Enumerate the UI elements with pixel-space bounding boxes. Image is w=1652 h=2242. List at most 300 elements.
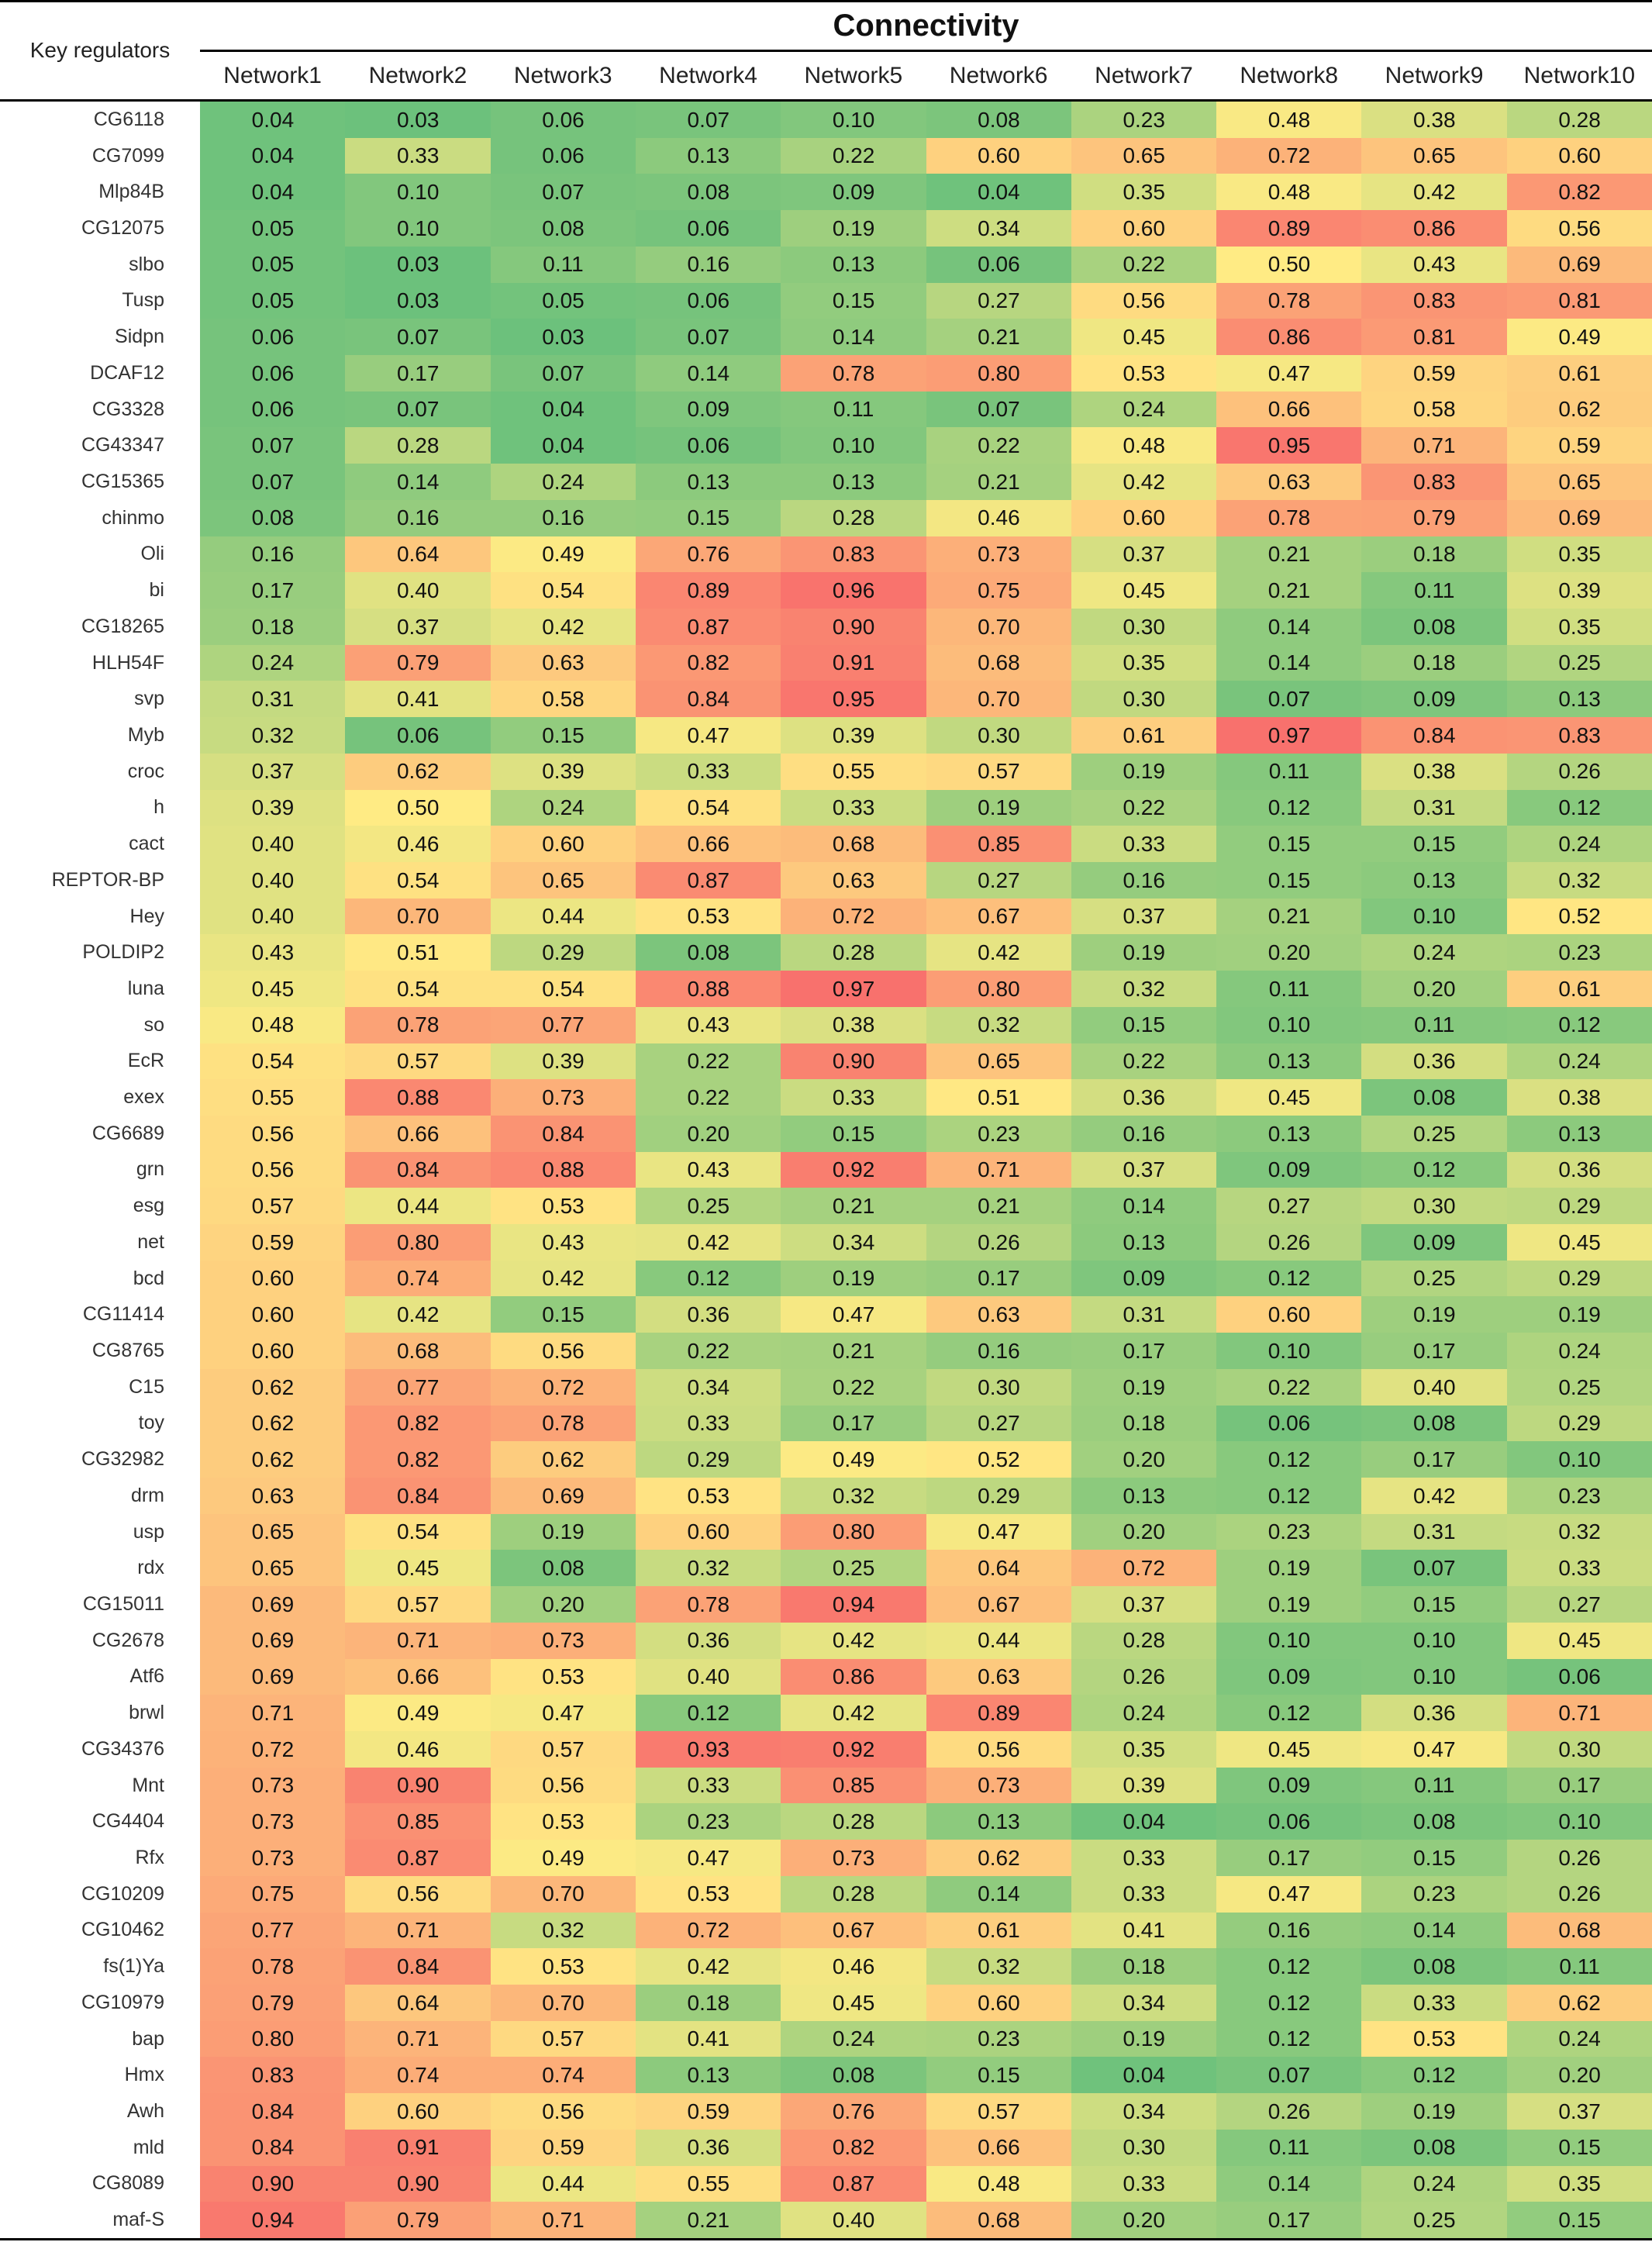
heatmap-cell: 0.19 bbox=[1071, 1369, 1217, 1406]
heatmap-cell: 0.19 bbox=[1071, 754, 1217, 790]
heatmap-cell: 0.35 bbox=[1507, 609, 1652, 645]
heatmap-cell: 0.25 bbox=[1361, 1261, 1507, 1297]
heatmap-cell: 0.17 bbox=[1361, 1441, 1507, 1478]
heatmap-cell: 0.79 bbox=[345, 645, 491, 681]
heatmap-cell: 0.15 bbox=[1361, 1586, 1507, 1623]
heatmap-cell: 0.21 bbox=[1216, 536, 1362, 573]
heatmap-cell: 0.47 bbox=[781, 1296, 926, 1333]
heatmap-cell: 0.44 bbox=[345, 1188, 491, 1224]
heatmap-cell: 0.15 bbox=[1507, 2202, 1652, 2238]
heatmap-cell: 0.43 bbox=[636, 1152, 781, 1188]
heatmap-cell: 0.10 bbox=[1216, 1623, 1362, 1659]
row-label: HLH54F bbox=[91, 651, 164, 674]
heatmap-cell: 0.26 bbox=[1507, 1840, 1652, 1876]
heatmap-cell: 0.38 bbox=[781, 1007, 926, 1043]
heatmap-cell: 0.23 bbox=[926, 1116, 1072, 1152]
heatmap-cell: 0.24 bbox=[1507, 1333, 1652, 1369]
heatmap-cell: 0.06 bbox=[1216, 1406, 1362, 1442]
heatmap-cell: 0.04 bbox=[200, 174, 346, 210]
heatmap-cell: 0.21 bbox=[926, 1188, 1072, 1224]
heatmap-cell: 0.07 bbox=[636, 102, 781, 138]
heatmap-cell: 0.19 bbox=[1216, 1586, 1362, 1623]
heatmap-cell: 0.17 bbox=[1216, 2202, 1362, 2238]
row-label: DCAF12 bbox=[90, 361, 164, 384]
heatmap-cell: 0.40 bbox=[200, 862, 346, 899]
row-label: fs(1)Ya bbox=[103, 1955, 164, 1978]
heatmap-cell: 0.14 bbox=[345, 464, 491, 500]
heatmap-cell: 0.22 bbox=[1216, 1369, 1362, 1406]
heatmap-cell: 0.64 bbox=[345, 536, 491, 573]
heatmap-cell: 0.13 bbox=[926, 1803, 1072, 1840]
heatmap-cell: 0.04 bbox=[491, 427, 636, 464]
heatmap-cell: 0.45 bbox=[200, 971, 346, 1007]
heatmap-cell: 0.78 bbox=[781, 355, 926, 391]
heatmap-cell: 0.33 bbox=[636, 754, 781, 790]
heatmap-cell: 0.22 bbox=[1071, 1043, 1217, 1080]
heatmap-cell: 0.62 bbox=[1507, 1985, 1652, 2021]
heatmap-cell: 0.24 bbox=[1507, 2021, 1652, 2057]
heatmap-cell: 0.62 bbox=[926, 1840, 1072, 1876]
heatmap-cell: 0.68 bbox=[926, 2202, 1072, 2238]
heatmap-cell: 0.18 bbox=[636, 1985, 781, 2021]
heatmap-cell: 0.54 bbox=[345, 971, 491, 1007]
heatmap-cell: 0.84 bbox=[1361, 717, 1507, 754]
heatmap-cell: 0.55 bbox=[636, 2166, 781, 2202]
row-label: CG4404 bbox=[91, 1810, 164, 1833]
heatmap-cell: 0.06 bbox=[200, 355, 346, 391]
heatmap-cell: 0.84 bbox=[345, 1948, 491, 1985]
heatmap-cell: 0.13 bbox=[1507, 1116, 1652, 1152]
heatmap-cell: 0.54 bbox=[491, 971, 636, 1007]
heatmap-cell: 0.04 bbox=[200, 102, 346, 138]
heatmap-cell: 0.14 bbox=[781, 319, 926, 355]
heatmap-cell: 0.09 bbox=[1071, 1261, 1217, 1297]
row-label: CG8765 bbox=[91, 1340, 164, 1362]
heatmap-cell: 0.13 bbox=[781, 464, 926, 500]
heatmap-cell: 0.42 bbox=[781, 1695, 926, 1731]
heatmap-cell: 0.93 bbox=[636, 1731, 781, 1768]
heatmap-cell: 0.50 bbox=[345, 790, 491, 826]
heatmap-cell: 0.48 bbox=[1071, 427, 1217, 464]
row-label: C15 bbox=[129, 1375, 164, 1398]
heatmap-cell: 0.34 bbox=[1071, 1985, 1217, 2021]
heatmap-cell: 0.36 bbox=[636, 1296, 781, 1333]
heatmap-cell: 0.22 bbox=[926, 427, 1072, 464]
row-label: CG43347 bbox=[81, 434, 164, 457]
heatmap-cell: 0.32 bbox=[200, 717, 346, 754]
heatmap-cell: 0.17 bbox=[1071, 1333, 1217, 1369]
heatmap-cell: 0.15 bbox=[781, 1116, 926, 1152]
heatmap-cell: 0.83 bbox=[1507, 717, 1652, 754]
row-label: luna bbox=[127, 977, 164, 999]
heatmap-cell: 0.90 bbox=[781, 609, 926, 645]
heatmap-cell: 0.11 bbox=[1216, 754, 1362, 790]
heatmap-cell: 0.80 bbox=[345, 1224, 491, 1261]
heatmap-cell: 0.17 bbox=[1216, 1840, 1362, 1876]
heatmap-cell: 0.07 bbox=[636, 319, 781, 355]
heatmap-cell: 0.10 bbox=[1361, 1623, 1507, 1659]
heatmap-cell: 0.38 bbox=[1361, 754, 1507, 790]
heatmap-cell: 0.34 bbox=[1071, 2093, 1217, 2130]
heatmap-cell: 0.13 bbox=[636, 464, 781, 500]
heatmap-cell: 0.15 bbox=[1216, 826, 1362, 862]
heatmap-cell: 0.09 bbox=[781, 174, 926, 210]
heatmap-cell: 0.65 bbox=[1361, 138, 1507, 174]
heatmap-cell: 0.27 bbox=[926, 1406, 1072, 1442]
heatmap-cell: 0.28 bbox=[1507, 102, 1652, 138]
heatmap-cell: 0.60 bbox=[926, 1985, 1072, 2021]
heatmap-cell: 0.33 bbox=[1071, 1876, 1217, 1913]
row-label: REPTOR-BP bbox=[51, 868, 164, 891]
heatmap-cell: 0.65 bbox=[1071, 138, 1217, 174]
heatmap-cell: 0.42 bbox=[345, 1296, 491, 1333]
heatmap-cell: 0.66 bbox=[345, 1659, 491, 1695]
heatmap-cell: 0.39 bbox=[1507, 572, 1652, 609]
heatmap-cell: 0.37 bbox=[1071, 899, 1217, 935]
heatmap-cell: 0.20 bbox=[1071, 1514, 1217, 1550]
heatmap-cell: 0.11 bbox=[1507, 1948, 1652, 1985]
heatmap-cell: 0.43 bbox=[200, 934, 346, 971]
heatmap-cell: 0.22 bbox=[781, 1369, 926, 1406]
heatmap-cell: 0.45 bbox=[345, 1550, 491, 1586]
heatmap-cell: 0.08 bbox=[491, 1550, 636, 1586]
heatmap-cell: 0.69 bbox=[491, 1478, 636, 1514]
heatmap-cell: 0.49 bbox=[491, 536, 636, 573]
heatmap-cell: 0.03 bbox=[345, 283, 491, 319]
row-label: usp bbox=[133, 1520, 164, 1543]
heatmap-cell: 0.09 bbox=[1216, 1152, 1362, 1188]
heatmap-cell: 0.53 bbox=[491, 1659, 636, 1695]
heatmap-cell: 0.53 bbox=[491, 1948, 636, 1985]
row-label: CG6118 bbox=[93, 108, 164, 130]
heatmap-cell: 0.27 bbox=[926, 862, 1072, 899]
heatmap-cell: 0.60 bbox=[1216, 1296, 1362, 1333]
heatmap-cell: 0.35 bbox=[1071, 174, 1217, 210]
column-header-network3: Network3 bbox=[513, 63, 612, 88]
heatmap-cell: 0.40 bbox=[200, 826, 346, 862]
heatmap-cell: 0.14 bbox=[636, 355, 781, 391]
heatmap-cell: 0.50 bbox=[1216, 247, 1362, 283]
heatmap-cell: 0.57 bbox=[200, 1188, 346, 1224]
row-label: CG10209 bbox=[81, 1882, 164, 1905]
heatmap-cell: 0.84 bbox=[345, 1152, 491, 1188]
heatmap-cell: 0.44 bbox=[491, 2166, 636, 2202]
heatmap-cell: 0.31 bbox=[1071, 1296, 1217, 1333]
row-label: Tusp bbox=[122, 289, 164, 312]
heatmap-cell: 0.16 bbox=[491, 500, 636, 536]
heatmap-cell: 0.54 bbox=[491, 572, 636, 609]
row-label: CG12075 bbox=[81, 216, 164, 239]
heatmap-cell: 0.62 bbox=[345, 754, 491, 790]
heatmap-cell: 0.71 bbox=[345, 1623, 491, 1659]
heatmap-cell: 0.64 bbox=[345, 1985, 491, 2021]
heatmap-cell: 0.69 bbox=[200, 1623, 346, 1659]
heatmap-cell: 0.80 bbox=[200, 2021, 346, 2057]
heatmap-cell: 0.59 bbox=[1361, 355, 1507, 391]
heatmap-cell: 0.61 bbox=[1071, 717, 1217, 754]
heatmap-cell: 0.27 bbox=[926, 283, 1072, 319]
heatmap-cell: 0.35 bbox=[1507, 536, 1652, 573]
heatmap-cell: 0.30 bbox=[926, 717, 1072, 754]
heatmap-cell: 0.30 bbox=[926, 1369, 1072, 1406]
heatmap-cell: 0.83 bbox=[781, 536, 926, 573]
heatmap-cell: 0.15 bbox=[491, 717, 636, 754]
heatmap-cell: 0.62 bbox=[200, 1369, 346, 1406]
row-label: CG10462 bbox=[81, 1919, 164, 1941]
heatmap-cell: 0.16 bbox=[926, 1333, 1072, 1369]
heatmap-cell: 0.57 bbox=[491, 2021, 636, 2057]
heatmap-cell: 0.53 bbox=[636, 1478, 781, 1514]
heatmap-cell: 0.21 bbox=[781, 1188, 926, 1224]
heatmap-cell: 0.30 bbox=[1507, 1731, 1652, 1768]
row-label: CG2678 bbox=[91, 1629, 164, 1651]
heatmap-cell: 0.44 bbox=[926, 1623, 1072, 1659]
heatmap-cell: 0.88 bbox=[636, 971, 781, 1007]
heatmap-cell: 0.81 bbox=[1361, 319, 1507, 355]
heatmap-cell: 0.12 bbox=[1216, 1478, 1362, 1514]
heatmap-cell: 0.67 bbox=[926, 899, 1072, 935]
heatmap-cell: 0.08 bbox=[636, 174, 781, 210]
heatmap-cell: 0.84 bbox=[491, 1116, 636, 1152]
heatmap-cell: 0.46 bbox=[781, 1948, 926, 1985]
heatmap-cell: 0.38 bbox=[1361, 102, 1507, 138]
heatmap-cell: 0.05 bbox=[200, 247, 346, 283]
heatmap-cell: 0.12 bbox=[1216, 1441, 1362, 1478]
heatmap-cell: 0.89 bbox=[926, 1695, 1072, 1731]
heatmap-cell: 0.60 bbox=[491, 826, 636, 862]
heatmap-cell: 0.03 bbox=[345, 247, 491, 283]
heatmap-cell: 0.03 bbox=[345, 102, 491, 138]
heatmap-cell: 0.60 bbox=[200, 1333, 346, 1369]
column-header-network2: Network2 bbox=[368, 63, 467, 88]
row-label: EcR bbox=[127, 1050, 164, 1072]
heatmap-cell: 0.24 bbox=[1071, 391, 1217, 428]
heatmap-cell: 0.24 bbox=[491, 790, 636, 826]
heatmap-cell: 0.09 bbox=[636, 391, 781, 428]
row-label: CG15011 bbox=[82, 1593, 164, 1616]
heatmap-cell: 0.82 bbox=[1507, 174, 1652, 210]
heatmap-cell: 0.37 bbox=[200, 754, 346, 790]
heatmap-cell: 0.11 bbox=[1361, 1768, 1507, 1804]
row-label: CG15365 bbox=[81, 470, 164, 492]
heatmap-cell: 0.92 bbox=[781, 1152, 926, 1188]
heatmap-cell: 0.06 bbox=[491, 138, 636, 174]
heatmap-cell: 0.44 bbox=[491, 899, 636, 935]
heatmap-cell: 0.42 bbox=[1071, 464, 1217, 500]
heatmap-cell: 0.22 bbox=[636, 1079, 781, 1116]
heatmap-cell: 0.72 bbox=[200, 1731, 346, 1768]
heatmap-cell: 0.22 bbox=[1071, 247, 1217, 283]
heatmap-cell: 0.53 bbox=[1361, 2021, 1507, 2057]
heatmap-cell: 0.16 bbox=[345, 500, 491, 536]
heatmap-cell: 0.10 bbox=[1361, 1659, 1507, 1695]
heatmap-cell: 0.46 bbox=[926, 500, 1072, 536]
heatmap-cell: 0.71 bbox=[345, 1913, 491, 1949]
heatmap-cell: 0.14 bbox=[1216, 609, 1362, 645]
heatmap-cell: 0.30 bbox=[1361, 1188, 1507, 1224]
heatmap-cell: 0.06 bbox=[636, 283, 781, 319]
heatmap-cell: 0.45 bbox=[1507, 1623, 1652, 1659]
heatmap-cell: 0.32 bbox=[926, 1007, 1072, 1043]
heatmap-cell: 0.19 bbox=[1361, 1296, 1507, 1333]
heatmap-cell: 0.09 bbox=[1361, 1224, 1507, 1261]
heatmap-cell: 0.47 bbox=[1216, 355, 1362, 391]
heatmap-cell: 0.67 bbox=[781, 1913, 926, 1949]
heatmap-cell: 0.37 bbox=[1507, 2093, 1652, 2130]
heatmap-cell: 0.29 bbox=[636, 1441, 781, 1478]
heatmap-cell: 0.72 bbox=[1216, 138, 1362, 174]
heatmap-cell: 0.89 bbox=[636, 572, 781, 609]
heatmap-cell: 0.62 bbox=[200, 1406, 346, 1442]
heatmap-cell: 0.71 bbox=[926, 1152, 1072, 1188]
row-label: cact bbox=[129, 833, 164, 855]
heatmap-cell: 0.60 bbox=[1507, 138, 1652, 174]
heatmap-cell: 0.83 bbox=[1361, 283, 1507, 319]
heatmap-cell: 0.10 bbox=[781, 427, 926, 464]
heatmap-cell: 0.36 bbox=[636, 1623, 781, 1659]
heatmap-cell: 0.12 bbox=[636, 1695, 781, 1731]
heatmap-cell: 0.12 bbox=[1216, 2021, 1362, 2057]
heatmap-cell: 0.24 bbox=[781, 2021, 926, 2057]
heatmap-cell: 0.56 bbox=[345, 1876, 491, 1913]
heatmap-cell: 0.66 bbox=[345, 1116, 491, 1152]
heatmap-cell: 0.17 bbox=[200, 572, 346, 609]
heatmap-cell: 0.57 bbox=[926, 2093, 1072, 2130]
heatmap-cell: 0.56 bbox=[491, 1333, 636, 1369]
heatmap-cell: 0.72 bbox=[636, 1913, 781, 1949]
heatmap-cell: 0.19 bbox=[1071, 2021, 1217, 2057]
heatmap-cell: 0.10 bbox=[345, 174, 491, 210]
heatmap-cell: 0.70 bbox=[926, 609, 1072, 645]
heatmap-cell: 0.68 bbox=[781, 826, 926, 862]
heatmap-cell: 0.26 bbox=[1071, 1659, 1217, 1695]
heatmap-cell: 0.49 bbox=[491, 1840, 636, 1876]
heatmap-cell: 0.09 bbox=[1361, 681, 1507, 717]
heatmap-cell: 0.29 bbox=[1507, 1406, 1652, 1442]
heatmap-cell: 0.84 bbox=[200, 2093, 346, 2130]
heatmap-cell: 0.47 bbox=[1361, 1731, 1507, 1768]
heatmap-cell: 0.39 bbox=[781, 717, 926, 754]
heatmap-cell: 0.76 bbox=[636, 536, 781, 573]
row-label: bi bbox=[149, 579, 164, 602]
row-label: Mnt bbox=[132, 1774, 164, 1796]
heatmap-cell: 0.60 bbox=[636, 1514, 781, 1550]
heatmap-cell: 0.59 bbox=[1507, 427, 1652, 464]
heatmap-cell: 0.10 bbox=[1216, 1007, 1362, 1043]
heatmap-cell: 0.13 bbox=[636, 2057, 781, 2093]
heatmap-cell: 0.12 bbox=[1361, 2057, 1507, 2093]
heatmap-cell: 0.08 bbox=[1361, 2130, 1507, 2166]
heatmap-cell: 0.23 bbox=[1507, 934, 1652, 971]
heatmap-cell: 0.36 bbox=[636, 2130, 781, 2166]
heatmap-cell: 0.07 bbox=[200, 427, 346, 464]
heatmap-cell: 0.79 bbox=[200, 1985, 346, 2021]
heatmap-cell: 0.11 bbox=[1216, 2130, 1362, 2166]
heatmap-cell: 0.29 bbox=[926, 1478, 1072, 1514]
row-label: CG6689 bbox=[91, 1122, 164, 1144]
row-label: Rfx bbox=[135, 1847, 164, 1868]
column-header-network6: Network6 bbox=[949, 63, 1048, 88]
heatmap-cell: 0.71 bbox=[200, 1695, 346, 1731]
heatmap-cell: 0.32 bbox=[1507, 862, 1652, 899]
heatmap-cell: 0.91 bbox=[345, 2130, 491, 2166]
heatmap-cell: 0.40 bbox=[345, 572, 491, 609]
heatmap-cell: 0.61 bbox=[1507, 971, 1652, 1007]
heatmap-cell: 0.07 bbox=[491, 355, 636, 391]
row-label: exex bbox=[123, 1086, 164, 1109]
heatmap-cell: 0.70 bbox=[491, 1876, 636, 1913]
row-label: toy bbox=[138, 1412, 164, 1434]
heatmap-cell: 0.24 bbox=[1361, 2166, 1507, 2202]
heatmap-cell: 0.36 bbox=[1507, 1152, 1652, 1188]
heatmap-cell: 0.55 bbox=[781, 754, 926, 790]
heatmap-cell: 0.07 bbox=[345, 391, 491, 428]
chart-title-connectivity: Connectivity bbox=[833, 8, 1019, 43]
row-label: brwl bbox=[129, 1702, 164, 1724]
heatmap-cell: 0.85 bbox=[781, 1768, 926, 1804]
heatmap-cell: 0.87 bbox=[781, 2166, 926, 2202]
heatmap-cell: 0.78 bbox=[636, 1586, 781, 1623]
heatmap-cell: 0.47 bbox=[491, 1695, 636, 1731]
heatmap-cell: 0.88 bbox=[345, 1079, 491, 1116]
heatmap-cell: 0.73 bbox=[926, 1768, 1072, 1804]
heatmap-cell: 0.16 bbox=[636, 247, 781, 283]
heatmap-cell: 0.18 bbox=[1071, 1948, 1217, 1985]
heatmap-cell: 0.66 bbox=[636, 826, 781, 862]
heatmap-cell: 0.33 bbox=[1361, 1985, 1507, 2021]
heatmap-cell: 0.15 bbox=[1071, 1007, 1217, 1043]
column-header-network5: Network5 bbox=[804, 63, 903, 88]
heatmap-cell: 0.94 bbox=[200, 2202, 346, 2238]
heatmap-cell: 0.23 bbox=[1071, 102, 1217, 138]
heatmap-cell: 0.29 bbox=[491, 934, 636, 971]
row-label: CG10979 bbox=[81, 1991, 164, 2013]
row-label: Hmx bbox=[124, 2064, 164, 2086]
heatmap-cell: 0.17 bbox=[1507, 1768, 1652, 1804]
heatmap-cell: 0.63 bbox=[491, 645, 636, 681]
heatmap-cell: 0.37 bbox=[345, 609, 491, 645]
heatmap-cell: 0.19 bbox=[1216, 1550, 1362, 1586]
heatmap-cell: 0.78 bbox=[200, 1948, 346, 1985]
heatmap-cell: 0.42 bbox=[781, 1623, 926, 1659]
heatmap-cell: 0.75 bbox=[926, 572, 1072, 609]
heatmap-cell: 0.17 bbox=[1361, 1333, 1507, 1369]
heatmap-cell: 0.35 bbox=[1071, 645, 1217, 681]
heatmap-cell: 0.18 bbox=[1361, 536, 1507, 573]
heatmap-cell: 0.85 bbox=[926, 826, 1072, 862]
heatmap-cell: 0.10 bbox=[1507, 1441, 1652, 1478]
heatmap-cell: 0.33 bbox=[636, 1406, 781, 1442]
heatmap-cell: 0.73 bbox=[200, 1768, 346, 1804]
heatmap-cell: 0.42 bbox=[491, 1261, 636, 1297]
heatmap-cell: 0.21 bbox=[1216, 572, 1362, 609]
heatmap-cell: 0.33 bbox=[781, 790, 926, 826]
heatmap-cell: 0.06 bbox=[926, 247, 1072, 283]
heatmap-cell: 0.90 bbox=[345, 2166, 491, 2202]
row-label: slbo bbox=[129, 253, 164, 275]
heatmap-cell: 0.71 bbox=[491, 2202, 636, 2238]
heatmap-cell: 0.63 bbox=[926, 1659, 1072, 1695]
heatmap-cell: 0.13 bbox=[1216, 1116, 1362, 1152]
heatmap-cell: 0.26 bbox=[1216, 1224, 1362, 1261]
heatmap-cell: 0.82 bbox=[781, 2130, 926, 2166]
heatmap-cell: 0.07 bbox=[345, 319, 491, 355]
heatmap-cell: 0.22 bbox=[636, 1043, 781, 1080]
heatmap-cell: 0.24 bbox=[1071, 1695, 1217, 1731]
heatmap-cell: 0.24 bbox=[491, 464, 636, 500]
heatmap-cell: 0.68 bbox=[345, 1333, 491, 1369]
heatmap-cell: 0.54 bbox=[200, 1043, 346, 1080]
